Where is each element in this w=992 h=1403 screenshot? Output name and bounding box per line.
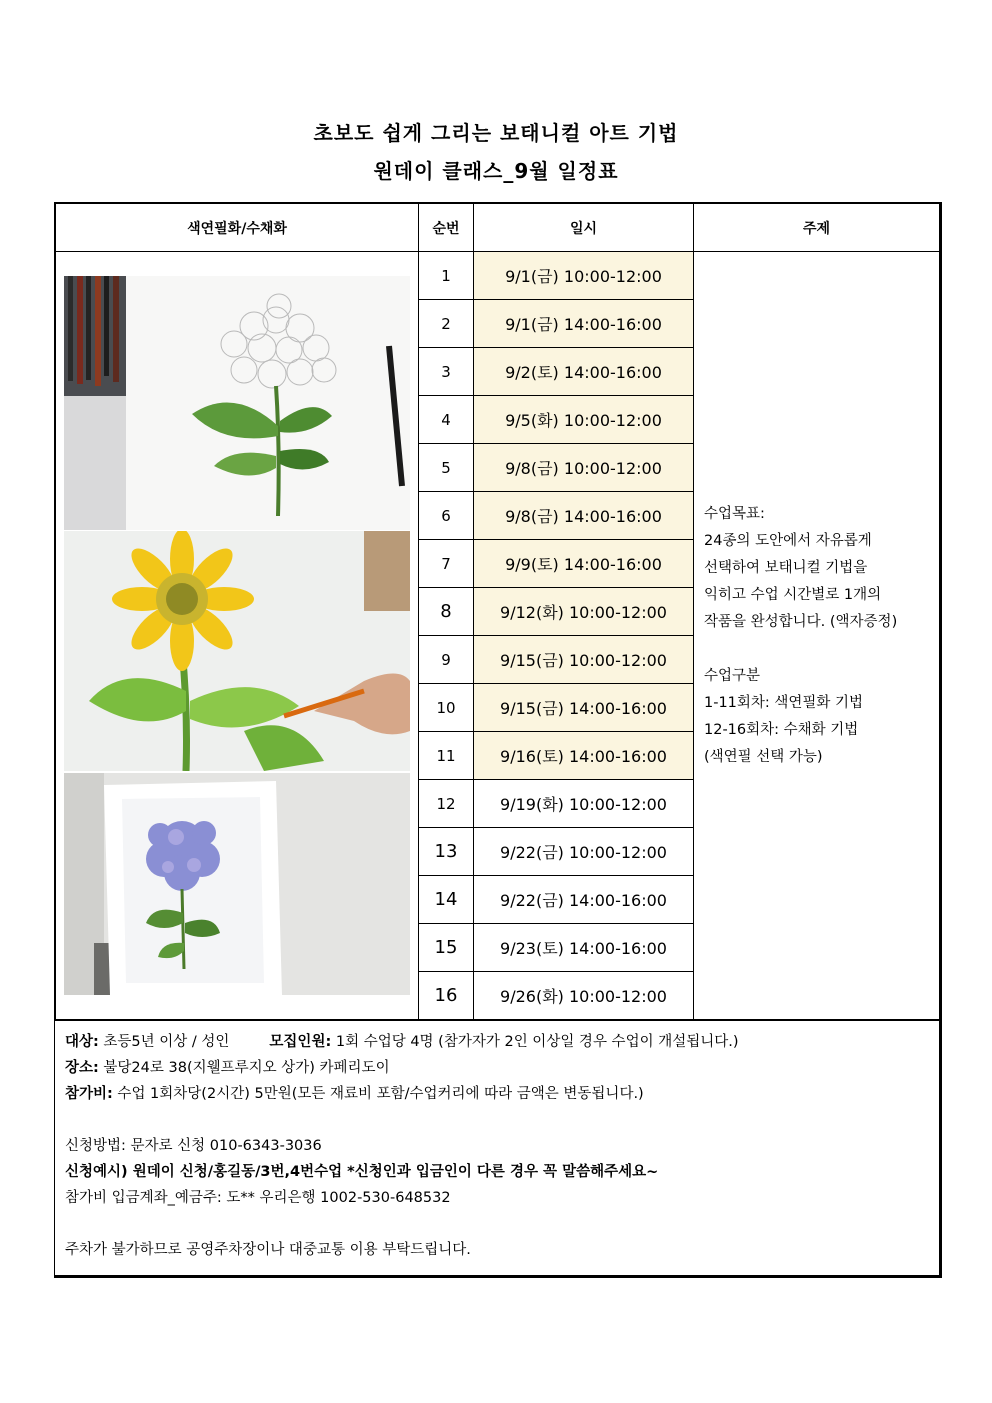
schedule-number: 16 bbox=[419, 972, 474, 1020]
schedule-date: 9/23(토) 14:00-16:00 bbox=[474, 924, 694, 972]
schedule-date: 9/8(금) 10:00-12:00 bbox=[474, 444, 694, 492]
photo-white-hydrangea bbox=[64, 276, 410, 530]
schedule-document bbox=[54, 202, 942, 1278]
photo-framed-hydrangea bbox=[64, 773, 410, 995]
parking-notice: 주차가 불가하므로 공영주차장이나 대중교통 이용 부탁드립니다. bbox=[65, 1242, 471, 1258]
class-type-line: (색연필 선택 가능) bbox=[704, 748, 823, 765]
class-type-line: 12-16회차: 수채화 기법 bbox=[704, 721, 859, 738]
recruit-label: 모집인원: bbox=[269, 1034, 332, 1050]
schedule-date: 9/15(금) 14:00-16:00 bbox=[474, 684, 694, 732]
schedule-number: 6 bbox=[419, 492, 474, 540]
schedule-number: 15 bbox=[419, 924, 474, 972]
class-type-line: 1-11회차: 색연필화 기법 bbox=[704, 694, 864, 711]
schedule-number: 14 bbox=[419, 876, 474, 924]
schedule-number: 2 bbox=[419, 300, 474, 348]
schedule-number: 13 bbox=[419, 828, 474, 876]
goal-line: 익히고 수업 시간별로 1개의 bbox=[704, 586, 882, 603]
header-number: 순번 bbox=[419, 204, 474, 252]
schedule-table bbox=[55, 203, 940, 1020]
schedule-date: 9/1(금) 10:00-12:00 bbox=[474, 252, 694, 300]
schedule-number: 1 bbox=[419, 252, 474, 300]
place-line bbox=[65, 1055, 930, 1081]
schedule-date: 9/19(화) 10:00-12:00 bbox=[474, 780, 694, 828]
schedule-date: 9/26(화) 10:00-12:00 bbox=[474, 972, 694, 1020]
schedule-date: 9/15(금) 10:00-12:00 bbox=[474, 636, 694, 684]
apply-method: 신청방법: 문자로 신청 010-6343-3036 bbox=[65, 1138, 322, 1154]
schedule-date: 9/5(화) 10:00-12:00 bbox=[474, 396, 694, 444]
header-datetime: 일시 bbox=[474, 204, 694, 252]
schedule-date: 9/16(토) 14:00-16:00 bbox=[474, 732, 694, 780]
class-type-label: 수업구분 bbox=[704, 667, 761, 684]
place-label: 장소: bbox=[65, 1060, 99, 1076]
schedule-number: 10 bbox=[419, 684, 474, 732]
schedule-number: 11 bbox=[419, 732, 474, 780]
schedule-number: 3 bbox=[419, 348, 474, 396]
schedule-number: 8 bbox=[419, 588, 474, 636]
schedule-date: 9/2(토) 14:00-16:00 bbox=[474, 348, 694, 396]
schedule-number: 4 bbox=[419, 396, 474, 444]
photo-sunflower bbox=[64, 531, 410, 771]
target-label: 대상: bbox=[65, 1034, 99, 1050]
class-info-section bbox=[55, 1020, 940, 1271]
place-value: 불당24로 38(지웰프루지오 상가) 카페리도이 bbox=[98, 1060, 390, 1076]
schedule-date: 9/22(금) 14:00-16:00 bbox=[474, 876, 694, 924]
fee-label: 참가비: bbox=[65, 1086, 113, 1102]
schedule-date: 9/8(금) 14:00-16:00 bbox=[474, 492, 694, 540]
schedule-number: 12 bbox=[419, 780, 474, 828]
target-line bbox=[65, 1029, 930, 1055]
schedule-number: 5 bbox=[419, 444, 474, 492]
recruit-value: 1회 수업당 4명 (참가자가 2인 이상일 경우 수업이 개설됩니다.) bbox=[331, 1034, 739, 1050]
target-value: 초등5년 이상 / 성인 bbox=[98, 1034, 230, 1050]
topic-cell bbox=[694, 252, 940, 1020]
schedule-date: 9/1(금) 14:00-16:00 bbox=[474, 300, 694, 348]
schedule-date: 9/12(화) 10:00-12:00 bbox=[474, 588, 694, 636]
artwork-photos-cell bbox=[56, 252, 419, 1020]
page-title-line1: 초보도 쉽게 그리는 보태니컬 아트 기법 bbox=[313, 121, 679, 145]
header-topic: 주제 bbox=[694, 204, 940, 252]
fee-line bbox=[65, 1081, 930, 1107]
schedule-number: 9 bbox=[419, 636, 474, 684]
goal-label: 수업목표: bbox=[704, 505, 765, 522]
fee-value: 수업 1회차당(2시간) 5만원(모든 재료비 포함/수업커리에 따라 금액은 변동됩니다.) bbox=[112, 1086, 644, 1102]
account-info: 참가비 입금계좌_예금주: 도** 우리은행 1002-530-648532 bbox=[65, 1190, 451, 1206]
goal-line: 선택하여 보태니컬 기법을 bbox=[704, 559, 868, 576]
goal-line: 작품을 완성합니다. (액자증정) bbox=[704, 613, 898, 630]
header-medium: 색연필화/수채화 bbox=[56, 204, 419, 252]
goal-line: 24종의 도안에서 자유롭게 bbox=[704, 532, 872, 549]
schedule-date: 9/22(금) 10:00-12:00 bbox=[474, 828, 694, 876]
schedule-number: 7 bbox=[419, 540, 474, 588]
schedule-date: 9/9(토) 14:00-16:00 bbox=[474, 540, 694, 588]
apply-example: 신청예시) 원데이 신청/홍길동/3번,4번수업 *신청인과 입금인이 다른 경우 꼭 말씀해주세요~ bbox=[65, 1164, 659, 1180]
page-title-line2: 원데이 클래스_9월 일정표 bbox=[373, 159, 619, 183]
